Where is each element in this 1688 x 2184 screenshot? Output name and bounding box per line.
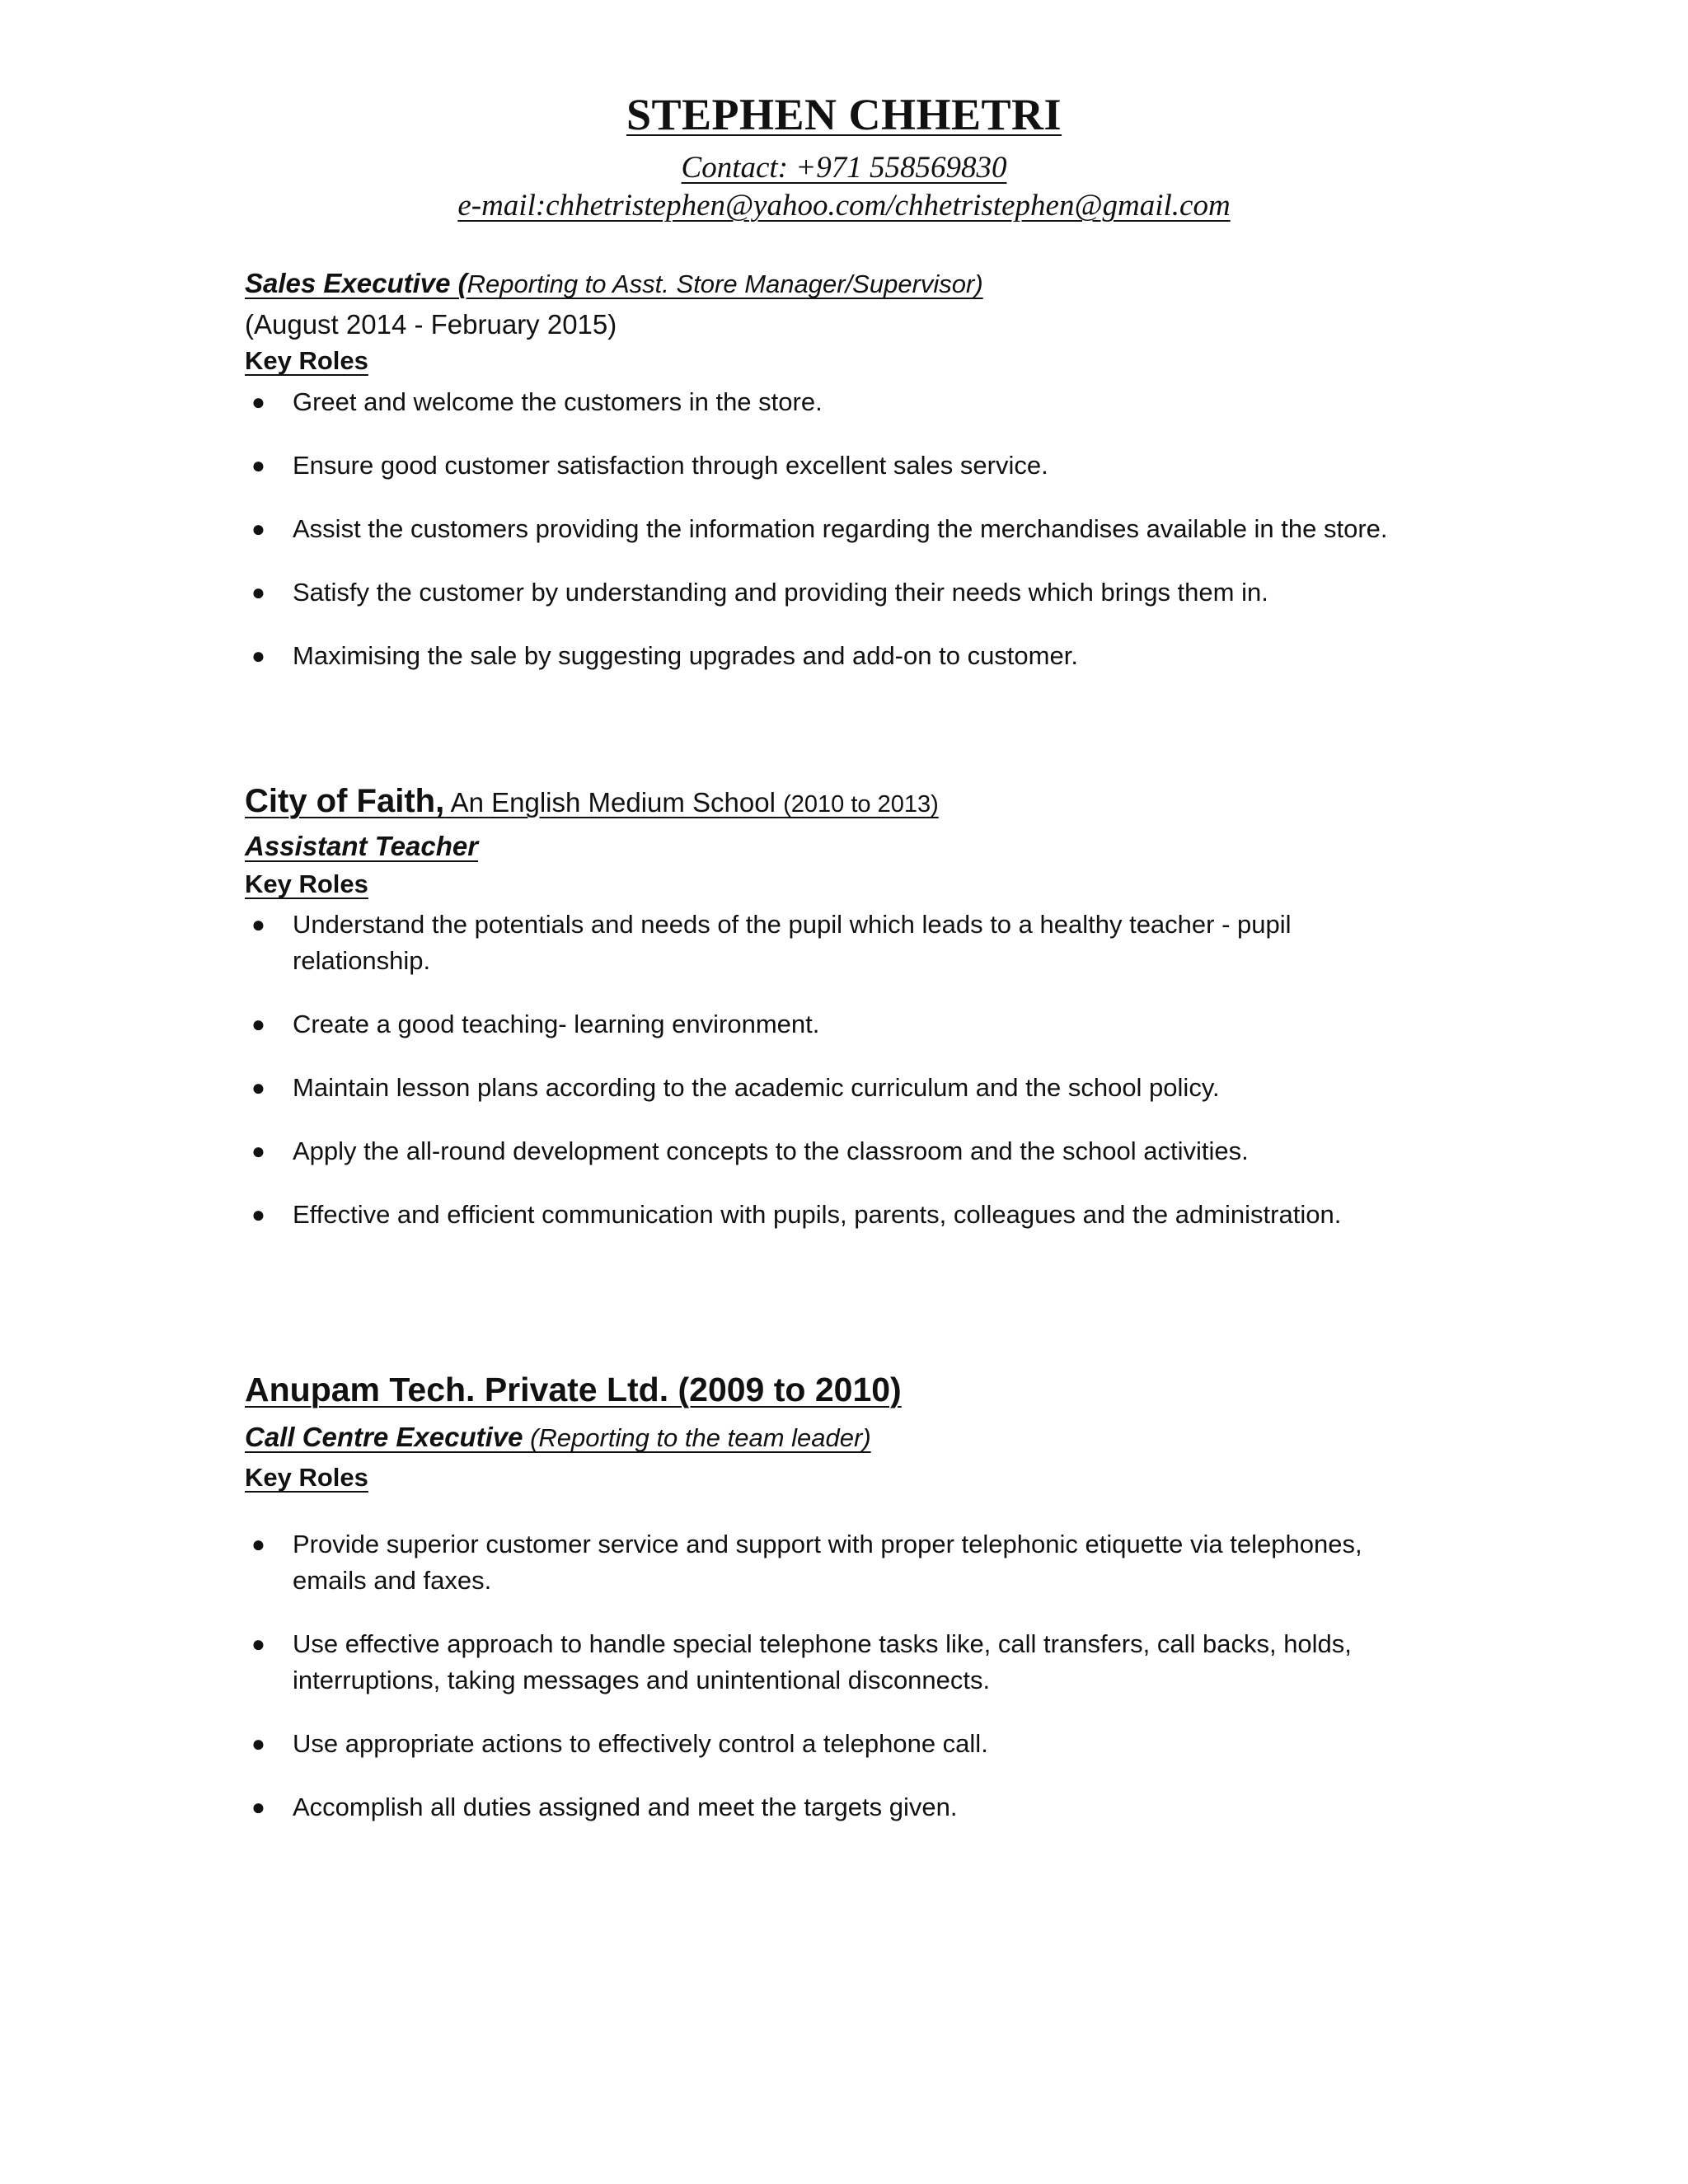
list-item: [251, 1726, 1414, 1762]
list-item: [251, 1197, 1381, 1233]
job3-role-text: Use effective approach to handle special telephone tasks like, call transfers, call backs, holds, interruptions, taking messages and unintentional disconnects.: [293, 1629, 1352, 1694]
job1-dates: (August 2014 - February 2015): [245, 309, 617, 340]
job3-key-roles-text: Key Roles: [245, 1463, 368, 1492]
job1-role-text: Greet and welcome the customers in the store.: [293, 387, 823, 416]
job2-position: Assistant Teacher: [245, 831, 479, 861]
bullet-icon: ●: [251, 1138, 265, 1164]
list-item: [251, 511, 1430, 547]
bullet-icon: ●: [251, 1631, 265, 1657]
job1-role-text: Assist the customers providing the information regarding the merchandises available in the store.: [293, 514, 1388, 543]
job2-role-text: Apply the all-round development concepts to the classroom and the school activities.: [293, 1137, 1249, 1165]
job2-company: [245, 783, 939, 820]
list-item: [251, 1133, 1381, 1169]
candidate-name: [0, 89, 1688, 140]
job1-key-roles-label: [245, 346, 368, 376]
bullet-icon: ●: [251, 1531, 265, 1557]
list-item: [251, 1006, 1381, 1043]
job2-roles-list: [251, 907, 1381, 1233]
list-item: [251, 1526, 1414, 1599]
list-item: [251, 384, 1430, 420]
list-item: [251, 448, 1430, 484]
job2-role-text: Maintain lesson plans according to the academic curriculum and the school policy.: [293, 1073, 1220, 1102]
contact-phone: Contact: +971 558569830: [681, 151, 1007, 185]
bullet-icon: ●: [251, 1202, 265, 1227]
job3-title-line: [245, 1422, 871, 1452]
job3-title: [245, 1422, 871, 1453]
job3-role-text: Use appropriate actions to effectively control a telephone call.: [293, 1729, 988, 1758]
job3-company: [245, 1371, 902, 1409]
bullet-icon: ●: [251, 643, 265, 668]
job3-key-roles-label: [245, 1463, 368, 1493]
job2-role-text: Effective and efficient communication with pupils, parents, colleagues and the administration.: [293, 1200, 1342, 1229]
job2-company-years: (2010 to 2013): [783, 791, 939, 818]
bullet-icon: ●: [251, 516, 265, 541]
list-item: [251, 638, 1430, 674]
bullet-icon: ●: [251, 1011, 265, 1037]
job1-roles-list: [251, 384, 1430, 674]
job2-company-desc: An English Medium School: [444, 787, 784, 818]
job1-title: [245, 268, 983, 299]
job1-role-text: Maximising the sale by suggesting upgrades and add-on to customer.: [293, 641, 1078, 670]
job1-title-line: [245, 268, 983, 298]
job3-company-name: Anupam Tech. Private Ltd. (2009 to 2010): [245, 1371, 902, 1408]
job1-role-text: Ensure good customer satisfaction through excellent sales service.: [293, 451, 1048, 480]
bullet-icon: ●: [251, 1731, 265, 1756]
job1-reporting: Reporting to Asst. Store Manager/Supervisor): [467, 269, 983, 298]
job3-role-text: Provide superior customer service and support with proper telephonic etiquette via telephones, emails and faxes.: [293, 1530, 1362, 1595]
bullet-icon: ●: [251, 1075, 265, 1100]
contact-email: e-mail:chhetristephen@yahoo.com/chhetristephen@gmail.com: [457, 189, 1231, 223]
job2-key-roles-text: Key Roles: [245, 869, 368, 898]
list-item: [251, 1070, 1381, 1106]
job2-title: [245, 831, 478, 862]
email-line: [0, 188, 1688, 223]
bullet-icon: ●: [251, 389, 265, 415]
job1-position: Sales Executive (: [245, 268, 467, 298]
bullet-icon: ●: [251, 912, 265, 937]
contact-line: [0, 150, 1688, 185]
job2-role-text: Understand the potentials and needs of the pupil which leads to a healthy teacher - pupil relationship.: [293, 910, 1292, 975]
job2-role-text: Create a good teaching- learning environment.: [293, 1010, 820, 1038]
job1-role-text: Satisfy the customer by understanding and providing their needs which brings them in.: [293, 578, 1268, 607]
job2-company-name: City of Faith,: [245, 783, 445, 819]
list-item: [251, 907, 1381, 979]
candidate-name-text: STEPHEN CHHETRI: [626, 90, 1062, 139]
job2-company-line: [245, 783, 939, 819]
job3-position: Call Centre Executive: [245, 1422, 523, 1452]
job3-reporting: (Reporting to the team leader): [523, 1423, 871, 1452]
job3-role-text: Accomplish all duties assigned and meet the targets given.: [293, 1793, 958, 1821]
list-item: [251, 574, 1430, 611]
list-item: [251, 1789, 1414, 1825]
job1-key-roles-text: Key Roles: [245, 346, 368, 375]
job3-roles-list: [251, 1526, 1414, 1825]
list-item: [251, 1626, 1414, 1699]
job2-key-roles-label: [245, 869, 368, 899]
bullet-icon: ●: [251, 579, 265, 605]
bullet-icon: ●: [251, 452, 265, 478]
bullet-icon: ●: [251, 1794, 265, 1820]
